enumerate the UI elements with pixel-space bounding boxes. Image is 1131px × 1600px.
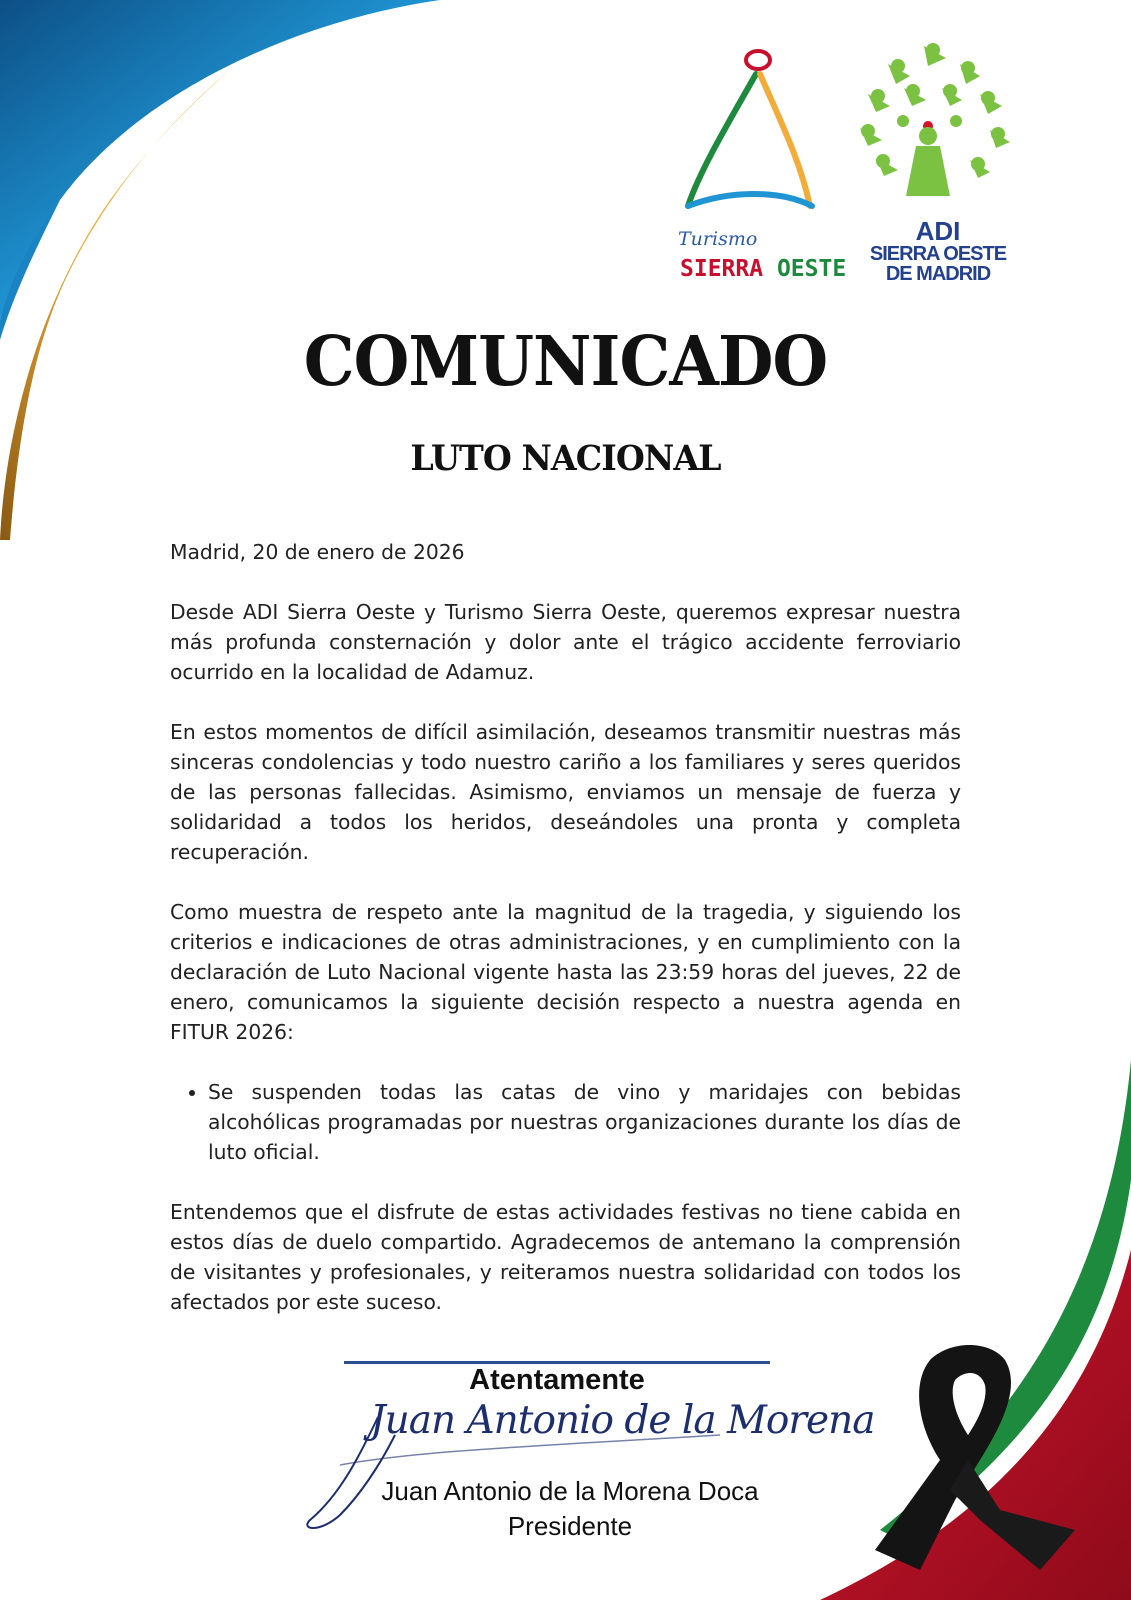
signature-script: Juan Antonio de la Morena (370, 1398, 875, 1443)
paragraph-1: Desde ADI Sierra Oeste y Turismo Sierra Oeste, queremos expresar nuestra más profunda consternación y dolor ante el trágico accidente ferroviario ocurrido en la localidad de Adamuz. (170, 600, 961, 684)
paragraph-3: Como muestra de respeto ante la magnitud de la tragedia, y siguiendo los criterios e indicaciones de otras administraciones, y en cumplimiento con la declaración de Luto Nacional vigente hasta las 23:59 horas del jueves, 22 de enero, comunicamos la siguiente decisión respecto a nuestra agenda en FITUR 2026: (170, 900, 961, 1044)
paragraph-4: Entendemos que el disfrute de estas actividades festivas no tiene cabida en estos días de duelo compartido. Agradecemos de antemano la comprensión de visitantes y profesionales, y reiteramos nuestra solidaridad con todos los afectados por este suceso. (170, 1200, 961, 1314)
closing-salutation: Atentamente (469, 1364, 645, 1396)
letter-body (170, 537, 961, 1317)
turismo-sierra-oeste-logo (660, 40, 840, 290)
decision-list (170, 1077, 961, 1167)
adi-logo-text: ADI SIERRA OESTE DE MADRID (869, 216, 1007, 285)
turismo-name: SIERRA OESTE (680, 256, 847, 282)
mourning-ribbon-icon (860, 1340, 1080, 1570)
paragraph-2: En estos momentos de difícil asimilación, deseamos transmitir nuestras más sinceras condolencias y todo nuestro cariño a los familiares y seres queridos de las personas fallecidas. Asimismo, enviamos un mensaje de fuerza y solidaridad a todos los heridos, deseándoles una pronta y completa recuperación. (170, 720, 961, 864)
page-title: COMUNICADO (303, 322, 828, 402)
list-item: • Se suspenden todas las catas de vino y maridajes con bebidas alcohólicas programadas por nuestras organizaciones durante los días de luto oficial. (208, 1077, 961, 1167)
turismo-script-text: Turismo (678, 228, 758, 250)
page-subtitle: LUTO NACIONAL (410, 438, 721, 479)
signer-role: Presidente (507, 1511, 633, 1541)
signer-name: Juan Antonio de la Morena Doca (381, 1476, 759, 1506)
blue-wave (0, 0, 440, 320)
letter-date: Madrid, 20 de enero de 2026 (170, 540, 465, 564)
